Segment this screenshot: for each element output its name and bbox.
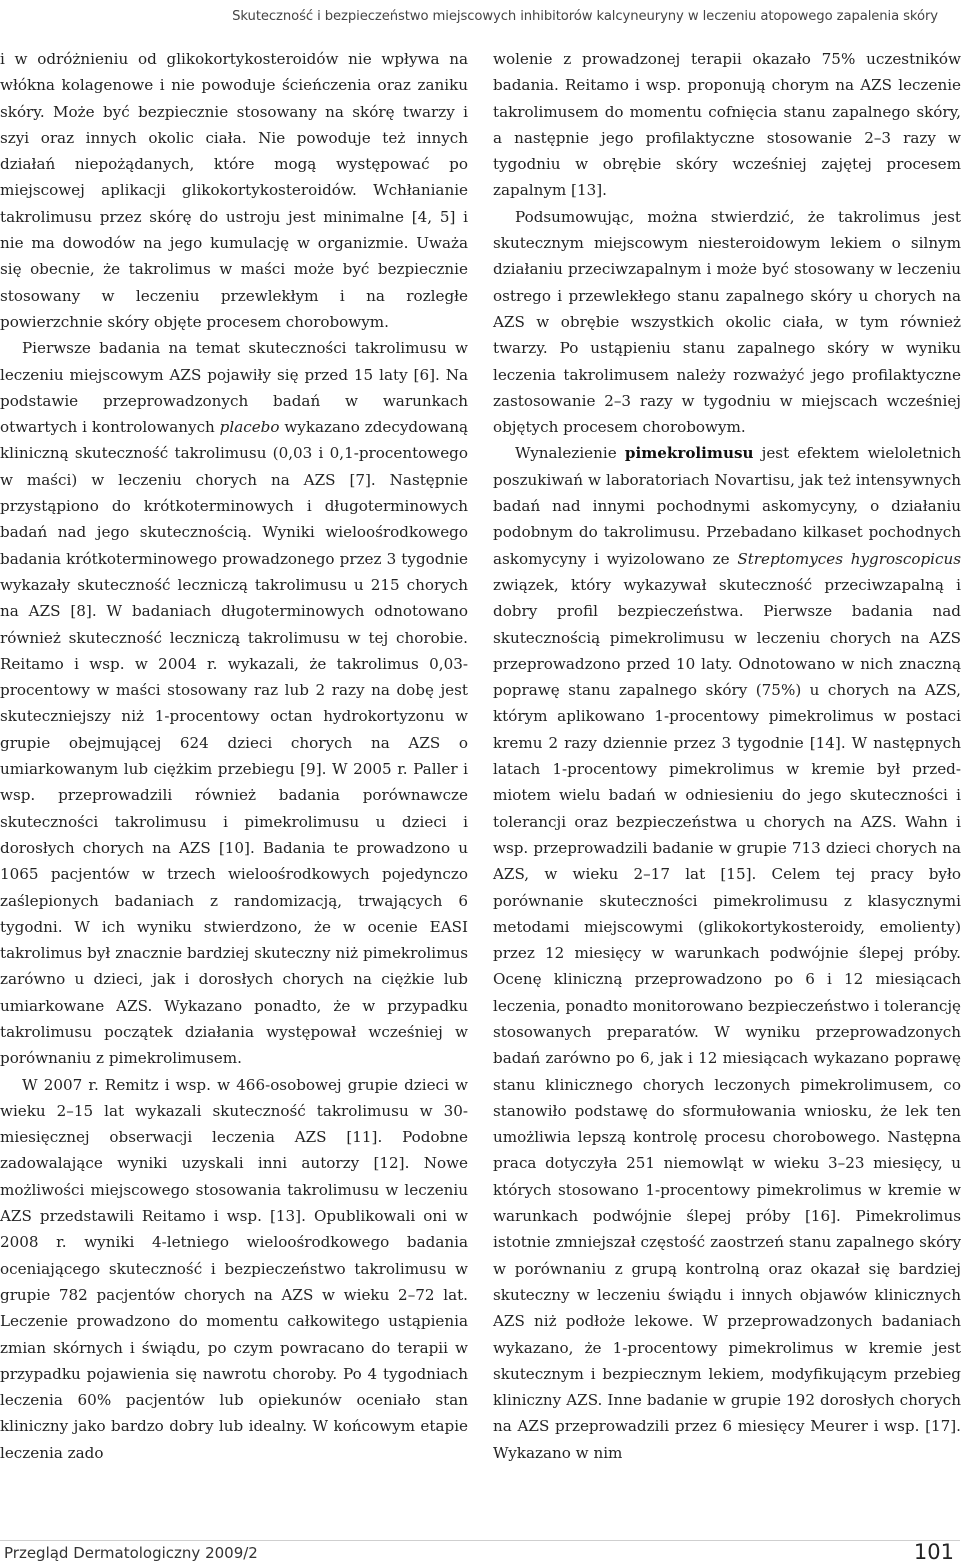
italic-term: Streptomyces hygroscopicus bbox=[737, 549, 961, 568]
paragraph: Podsumowując, można stwierdzić, że takrolimus jest skutecznym miejscowym niesteroidowym lekiem o silnym działaniu przeciwzapalnym i może być stosowany w leczeniu ostrego i przewlekłego stanu zapalnego skóry u chorych na AZS w obrębie wszystkich okolic ciała, w tym również twarzy. Po ustąpieniu stanu zapalnego skóry w wyniku leczenia takrolimusem należy rozważyć jego profilaktyczne zastosowanie 2–3 razy w tygodniu w miejscach wcześniej objętych procesem chorobowym. bbox=[493, 207, 961, 437]
text-run: wykazano zdecydowaną kliniczną skuteczność takrolimusu (0,03 i 0,1-procentowego w maści) w leczeniu chorych na AZS [7]. Następnie przystąpiono do krótkoterminowych i długoterminowych badań nad jego skutecznością. Wyniki wieloośrodkowego badania krótkoterminowego prowadzonego przez 3 tygodnie wykazały skuteczność leczniczą takrolimusu u 215 chorych na AZS [8]. W badaniach długoterminowych odnotowano również skuteczność leczniczą takrolimusu w tej chorobie. Reitamo i wsp. w 2004 r. wykazali, że takrolimus 0,03-procentowy w maści stosowany raz lub 2 razy na dobę jest skuteczniejszy niż 1-procentowy octan hydrokortyzonu w grupie obejmującej 624 dzieci chorych na AZS o umiarkowanym lub ciężkim przebiegu [9]. W 2005 r. Paller i wsp. przeprowadzili również badania porównawcze skuteczności takrolimusu i pimekrolimusu u dzieci i dorosłych chorych na AZS [10]. Badania te prowadzono u 1065 pacjentów w trzech wieloośrodkowych pojedynczo zaślepionych badaniach z randomizacją, trwających 6 tygodni. W ich wyniku stwierdzono, że w ocenie EASI takrolimus był znacznie bardziej skuteczny niż pimekrolimus zarówno u dzieci, jak i dorosłych chorych na ciężkie lub umiarkowane AZS. Wykazano ponadto, że w przypadku takrolimusu początek działania występował wcześniej w porównaniu z pimekrolimusem. bbox=[0, 418, 468, 1068]
running-title: Skuteczność i bezpieczeństwo miejscowych inhibitorów kalcyneuryny w leczeniu atopowego zapalenia skóry bbox=[232, 9, 938, 24]
bold-term: pimekrolimusu bbox=[624, 444, 754, 463]
footer-divider bbox=[0, 1540, 960, 1541]
paragraph: wolenie z prowadzonej terapii okazało 75% uczestników badania. Reitamo i wsp. proponują chorym na AZS leczenie takrolimusem do momentu cofnięcia stanu zapalnego skóry, a następnie jego profilaktyczne stosowanie 2–3 razy w tygodniu w obrębie skóry wcześniej zajętej procesem zapalnym [13]. bbox=[493, 50, 961, 200]
paragraph bbox=[493, 440, 961, 1466]
paragraph: W 2007 r. Remitz i wsp. w 466-osobowej grupie dzieci w wieku 2–15 lat wykazali skuteczność takrolimusu w 30-miesięcznej obserwacji leczenia AZS [11]. Podobne zadowalające wyniki uzyskali inni autorzy [12]. Nowe możliwości miejscowego stosowania takrolimusu w leczeniu AZS przedstawili Reitamo i wsp. [13]. Opublikowali oni w 2008 r. wyniki 4-letniego wieloośrodkowego badania oceniającego skuteczność i bezpieczeństwo takrolimusu w grupie 782 pacjentów chorych na AZS w wieku 2–72 lat. Leczenie prowadzono do momentu całkowitego ustąpienia zmian skórnych i świądu, po czym powracano do terapii w przypadku pojawienia się nawrotu choroby. Po 4 tygodniach leczenia 60% pacjentów lub opiekunów oceniało stan kliniczny jako bardzo dobry lub idealny. W końcowym etapie leczenia zado bbox=[0, 1075, 468, 1462]
paragraph: i w odróżnieniu od glikokortykosteroidów nie wpływa na włókna kolagenowe i nie powoduje ścieńczenia oraz zaniku skóry. Może być bezpiecznie stosowany na skórę twarzy i szyi oraz innych okolic ciała. Nie powoduje też innych działań niepożądanych, które mogą występować po miejscowej aplikacji glikokortykosteroidów. Wchłanianie takrolimusu przez skórę do ustroju jest minimalne [4, 5] i nie ma dowodów na jego kumulację w organizmie. Uważa się obecnie, że takrolimus w maści może być bezpiecznie stosowany w leczeniu przewlekłym i na rozległe powierzchnie skóry objęte procesem chorobowym. bbox=[0, 50, 468, 331]
page-number: 101 bbox=[913, 1540, 954, 1564]
paragraph bbox=[0, 335, 468, 1071]
text-run: Pierwsze badania na temat skuteczności takrolimusu w leczeniu miejscowym AZS pojawiły się przed 15 laty [6]. Na podstawie przeprowadzonych badań w warunkach otwartych i kontrolowanych bbox=[0, 339, 468, 437]
text-run: Wynalezienie bbox=[515, 444, 625, 463]
text-run: jest efektem wieloletnich poszukiwań w laboratoriach Novartisu, jak też intensywnych badań nad innymi pochodnymi askomycyny, o działaniu podobnym do takrolimusu. Przebadano kilkaset pochodnych askomycyny i wyizolowano ze bbox=[493, 444, 961, 568]
journal-name: Przegląd Dermatologiczny 2009/2 bbox=[4, 1544, 258, 1562]
left-column bbox=[0, 46, 468, 1466]
italic-term: placebo bbox=[219, 418, 280, 437]
text-run: związek, który wykazywał skuteczność przeciwzapalną i dobry profil bezpieczeństwa. Pierwsze badania nad skutecznością pimekrolimusu w leczeniu chorych na AZS przeprowadzono przed 10 laty. Odnotowano w nich znaczną poprawę stanu zapalnego skóry (75%) u chorych na AZS, którym aplikowano 1-procentowy pimekrolimus w postaci kremu 2 razy dziennie przez 3 tygodnie [14]. W następnych latach 1-procentowy pimekrolimus w kremie był przedmiotem wielu badań w odniesieniu do jego skuteczności i tolerancji oraz bezpieczeństwa u chorych na AZS. Wahn i wsp. przeprowadzili badanie w grupie 713 dzieci chorych na AZS, w wieku 2–17 lat [15]. Celem tej pracy było porównanie skuteczności pimekrolimusu z klasycznymi metodami miejscowymi (glikokortykosteroidy, emolienty) przez 12 miesięcy w warunkach podwójnie ślepej próby. Ocenę kliniczną przeprowadzono po 6 i 12 miesiącach leczenia, ponadto monitorowano bezpieczeństwo i tolerancję stosowanych preparatów. W wyniku przeprowadzonych badań zarówno po 6, jak i 12 miesiącach wykazano poprawę stanu klinicznego chorych leczonych pimekrolimusem, co stanowiło podstawę do sformułowania wniosku, że lek ten umożliwia lepszą kontrolę procesu chorobowego. Następna praca dotyczyła 251 niemowląt w wieku 3–23 miesięcy, u których stosowano 1-procentowy pimekrolimus w kremie w warunkach podwójnie ślepej próby [16]. Pimekrolimus istotnie zmniejszał częstość zaostrzeń stanu zapalnego skóry w porównaniu z grupą kontrolną oraz okazał się bardziej skuteczny w leczeniu świądu i innych objawów klinicznych AZS niż podłoże lekowe. W przeprowadzonych badaniach wykazano, że 1-procentowy pimekrolimus w kremie jest skutecznym i bezpiecznym lekiem, modyfikującym przebieg kliniczny AZS. Inne badanie w grupie 192 dorosłych chorych na AZS przeprowadzili przez 6 miesięcy Meurer i wsp. [17]. Wykazano w nim bbox=[493, 575, 961, 1462]
right-column bbox=[493, 46, 961, 1466]
